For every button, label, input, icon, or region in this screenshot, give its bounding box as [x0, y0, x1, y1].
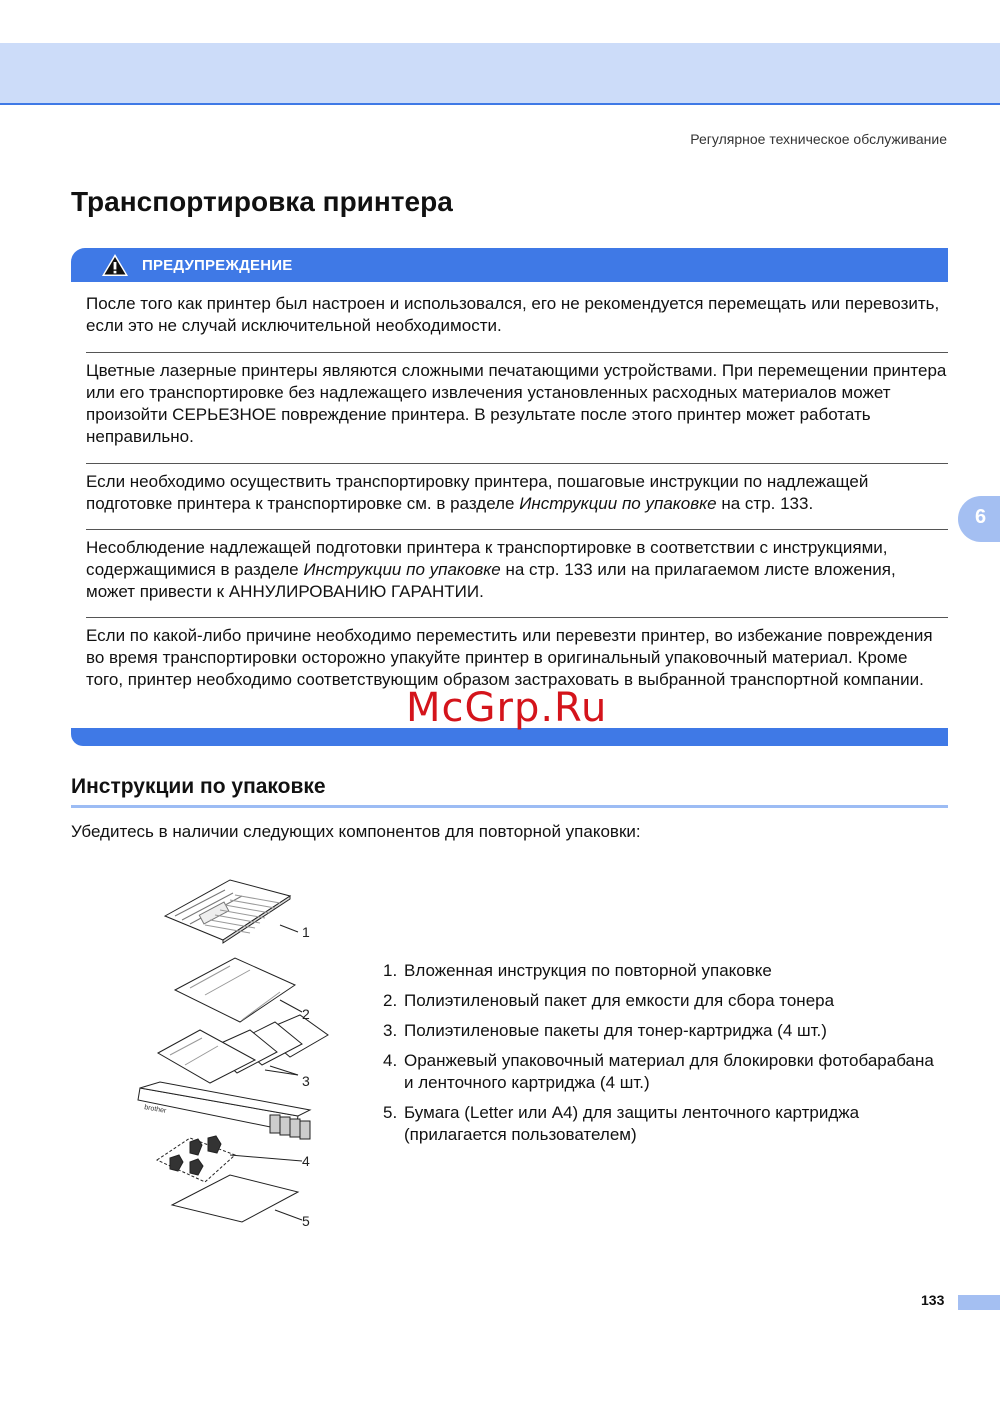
repacking-components-illustration [130, 870, 330, 1245]
divider [86, 529, 948, 530]
chapter-tab [958, 496, 1000, 542]
paragraph-text: Несоблюдение надлежащей подготовки принтера к транспортировке в соответствии с инструкциями, содержащимися в разделе [86, 538, 888, 579]
list-item [383, 990, 943, 1012]
list-item [383, 1020, 943, 1042]
paragraph-text: на стр. 133 или на прилагаемом листе вложения, может привести к АННУЛИРОВАНИЮ ГАРАНТИИ. [86, 560, 896, 601]
list-text: Полиэтиленовый пакет для емкости для сбора тонера [404, 991, 835, 1010]
watermark: McGrp.Ru [406, 685, 608, 731]
warning-paragraph-5: Если по какой-либо причине необходимо переместить или перевезти принтер, во избежание повреждения во время транспортировки осторожно упакуйте принтер в оригинальный упаковочный материал. Кроме того, принтер необходимо соответствующим образом застраховать в выбранной транспортной компании. [86, 626, 933, 689]
list-number: 4. [383, 1051, 398, 1070]
list-item [383, 960, 943, 982]
warning-triangle-icon [101, 253, 129, 282]
callout-1: 1 [302, 924, 310, 940]
list-item [383, 1050, 943, 1094]
paper-sheet-drawing [172, 1175, 298, 1222]
section-reference: Инструкции по упаковке [519, 494, 717, 513]
section-heading-rule [71, 805, 948, 808]
section-heading: Инструкции по упаковке [71, 775, 326, 798]
page-number-tab [958, 1295, 1000, 1310]
instruction-sheet-drawing [165, 880, 290, 943]
warning-paragraph-2: Цветные лазерные принтеры являются сложными печатающими устройствами. При перемещении принтера или его транспортировке без надлежащего извлечения установленных расходных материалов может произойти СЕРЬЕЗНОЕ повреждение принтера. В результате после этого принтер может работать неправильно. [86, 361, 947, 446]
list-number: 3. [383, 1021, 398, 1040]
warning-paragraph-3 [86, 471, 948, 515]
waste-toner-bag-drawing [175, 958, 295, 1022]
warning-label: ПРЕДУПРЕЖДЕНИЕ [142, 257, 293, 274]
components-list [383, 960, 943, 1154]
page-number: 133 [921, 1292, 945, 1308]
list-text: Полиэтиленовые пакеты для тонер-картриджа (4 шт.) [404, 1021, 827, 1040]
warning-header-bar [71, 248, 948, 282]
list-item [383, 1102, 943, 1146]
callout-3: 3 [302, 1073, 310, 1089]
list-number: 1. [383, 961, 398, 980]
divider [86, 352, 948, 353]
chapter-number: 6 [975, 506, 987, 528]
warning-paragraph-4 [86, 537, 948, 603]
callout-5: 5 [302, 1213, 310, 1229]
list-number: 2. [383, 991, 398, 1010]
section-intro: Убедитесь в наличии следующих компонентов для повторной упаковки: [71, 822, 641, 841]
lock-pieces-drawing [157, 1136, 235, 1182]
cartridges-drawing [138, 1082, 310, 1139]
callout-2: 2 [302, 1006, 310, 1022]
paragraph-text: Если необходимо осуществить транспортировку принтера, пошаговые инструкции по надлежащей подготовке принтера к транспортировке см. в разделе [86, 472, 869, 513]
callout-4: 4 [302, 1153, 310, 1169]
top-header-band [0, 43, 1000, 105]
running-header: Регулярное техническое обслуживание [690, 131, 947, 147]
paragraph-text: на стр. 133. [716, 494, 814, 513]
section-reference: Инструкции по упаковке [303, 560, 501, 579]
divider [86, 617, 948, 618]
list-text: Вложенная инструкция по повторной упаковке [404, 961, 772, 980]
list-text: Бумага (Letter или A4) для защиты ленточного картриджа (прилагается пользователем) [404, 1103, 860, 1144]
list-text: Оранжевый упаковочный материал для блокировки фотобарабана и ленточного картриджа (4 шт.) [404, 1051, 934, 1092]
cartridge-brand-label: brother [143, 1104, 167, 1115]
page-title: Транспортировка принтера [71, 186, 453, 217]
warning-paragraph-1: После того как принтер был настроен и использовался, его не рекомендуется перемещать или перевозить, если это не случай исключительной необходимости. [86, 294, 940, 335]
divider [86, 463, 948, 464]
list-number: 5. [383, 1103, 398, 1122]
